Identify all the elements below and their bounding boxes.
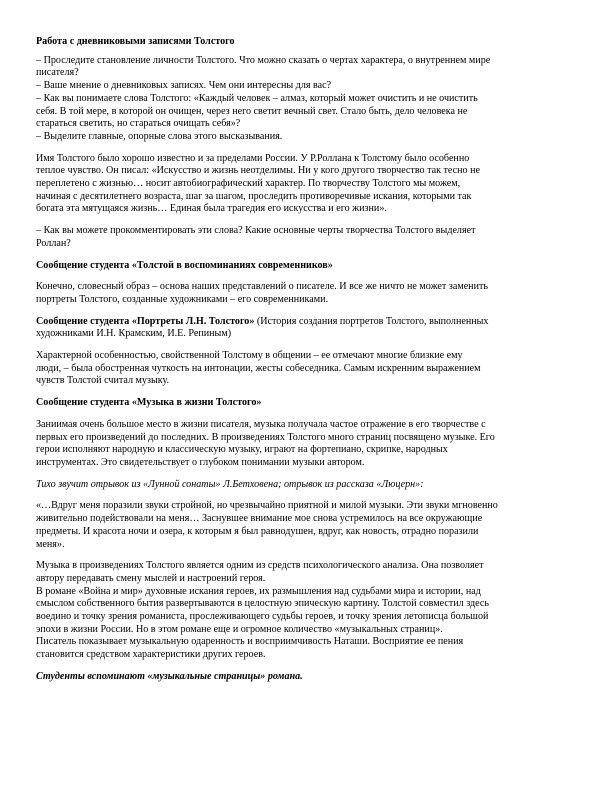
message-3-text	[36, 419, 584, 470]
lucerne-quote	[36, 500, 584, 551]
question-line: – Проследите становление личности Толстого. Что можно сказать о чертах характера, о внутреннем мире	[36, 54, 491, 66]
paragraph-line: герои исполняют народную и классическую музыку, играют на фортепиано, скрипке, народных	[36, 444, 448, 456]
paragraph-line: Имя Толстого было хорошо известно и за пределами России. У Р.Роллана к Толстому было особенно	[36, 152, 470, 164]
paragraph-line: первых его произведений до последних. В произведениях Толстого много страниц посвящено музыке. Его	[36, 431, 495, 443]
question-line: – Как вы можете прокомментировать эти слова? Какие основные черты творчества Толстого выделяет	[36, 225, 476, 237]
quote-line: живительно подействовали на меня… Заснувшее внимание мое снова устремилось на все окружающие	[36, 513, 483, 525]
question-line: – Выделите главные, опорные слова этого высказывания.	[36, 130, 283, 142]
final-stage-note: Студенты вспоминают «музыкальные страницы» романа.	[36, 670, 303, 682]
message-2-heading	[36, 316, 584, 341]
paragraph-line: Характерной особенностью, свойственной Толстому в общении – ее отмечают многие близкие ему	[36, 350, 463, 362]
paragraph-line: В романе «Война и мир» духовные искания героев, их размышления над судьбами мира и истории, над	[36, 585, 481, 597]
paragraph-line: переплетено с жизнью… носит автобиографический характер. По творчеству Толстого мы можем,	[36, 178, 461, 190]
paragraph-line: Музыка в произведениях Толстого является одним из средств психологического анализа. Она позволяет	[36, 560, 484, 572]
message-2-text	[36, 350, 584, 388]
message-2-note-end: художниками И.Н. Крамским, И.Е. Репиным)	[36, 328, 232, 340]
paragraph-line: чувств Толстой считал музыку.	[36, 375, 170, 387]
question-line: себя. В той мере, в которой он очищен, через него светит вечный свет. Стало быть, дело человека не	[36, 105, 468, 117]
paragraph-line: Конечно, словесный образ – основа наших представлений о писателе. И все же ничто не может заменить	[36, 281, 489, 293]
quote-line: меня».	[36, 538, 65, 550]
paragraph-line: Заниимая очень большое место в жизни писателя, музыка получала частое отражение в его творчестве с	[36, 418, 486, 430]
question-line: писателя?	[36, 67, 79, 79]
rolland-paragraph	[36, 153, 584, 217]
question-line: Роллан?	[36, 237, 71, 249]
paragraph-line: начиная с десятилетнего возраста, шаг за шагом, проследить противоречивые искания, которыми так	[36, 190, 472, 202]
message-1-text	[36, 281, 584, 306]
quote-line: «…Вдруг меня поразили звуки стройной, но чрезвычайно приятной и милой музыки. Эти звуки мгновенно	[36, 500, 498, 512]
questions-block	[36, 55, 584, 144]
paragraph-line: становится средством характеристики других героев.	[36, 649, 266, 661]
document-page	[36, 36, 584, 684]
paragraph-line: инструментах. Это свидетельствует о глубоком понимании музыки автором.	[36, 456, 365, 468]
paragraph-line: теплое чувство. Он писал: «Искусство и жизнь неотделимы. Ни у кого другого творчество так тесно не	[36, 165, 481, 177]
paragraph-line: воедино и точку зрения романиста, прослеживающего судьбы героев, и точку зрения летописца большой	[36, 611, 489, 623]
paragraph-line: люди, – была обостренная чуткость на интонации, жесты собеседника. Самым искренним выражением	[36, 362, 481, 374]
question-line: стараться светить, но стараться очищать себя»?	[36, 118, 241, 130]
paragraph-line: портреты Толстого, созданные художниками – его современниками.	[36, 293, 329, 305]
paragraph-line: богата эта мятущаяся жизнь… Единая была трагедия его искусства и его жизни».	[36, 203, 387, 215]
paragraph-line: эпохи в жизни России. Но в этом романе еще и огромное количество «музыкальных страниц».	[36, 623, 443, 635]
message-1-title: Сообщение студента «Толстой в воспоминаниях современников»	[36, 259, 333, 271]
message-3-title: Сообщение студента «Музыка в жизни Толстого»	[36, 397, 262, 409]
section-heading: Работа с дневниковыми записями Толстого	[36, 36, 235, 47]
paragraph-line: смыслом собственного бытия развертываются в целостную эпическую картину. Толстой совместил здесь	[36, 598, 489, 610]
analysis-paragraph	[36, 560, 584, 662]
rolland-question	[36, 225, 584, 250]
paragraph-line: Писатель показывает музыкальную одаренность и восприимчивость Наташи. Восприятие ее пения	[36, 636, 464, 648]
quote-line: предметы. И красота ночи и озера, к которым я был равнодушен, вдруг, как новость, отрадно поразили	[36, 525, 479, 537]
message-2-note: (История создания портретов Толстого, выполненных	[254, 315, 489, 327]
message-2-title: Сообщение студента «Портреты Л.Н. Толстого»	[36, 315, 255, 327]
paragraph-line: автору передавать смену мыслей и настроений героя.	[36, 572, 266, 584]
question-line: – Ваше мнение о дневниковых записях. Чем они интересны для вас?	[36, 80, 332, 92]
music-stage-note: Тихо звучит отрывок из «Лунной сонаты» Л.Бетховена; отрывок из рассказа «Люцерн»:	[36, 478, 424, 490]
question-line: – Как вы понимаете слова Толстого: «Каждый человек – алмаз, который может очистить и не очистить	[36, 92, 478, 104]
